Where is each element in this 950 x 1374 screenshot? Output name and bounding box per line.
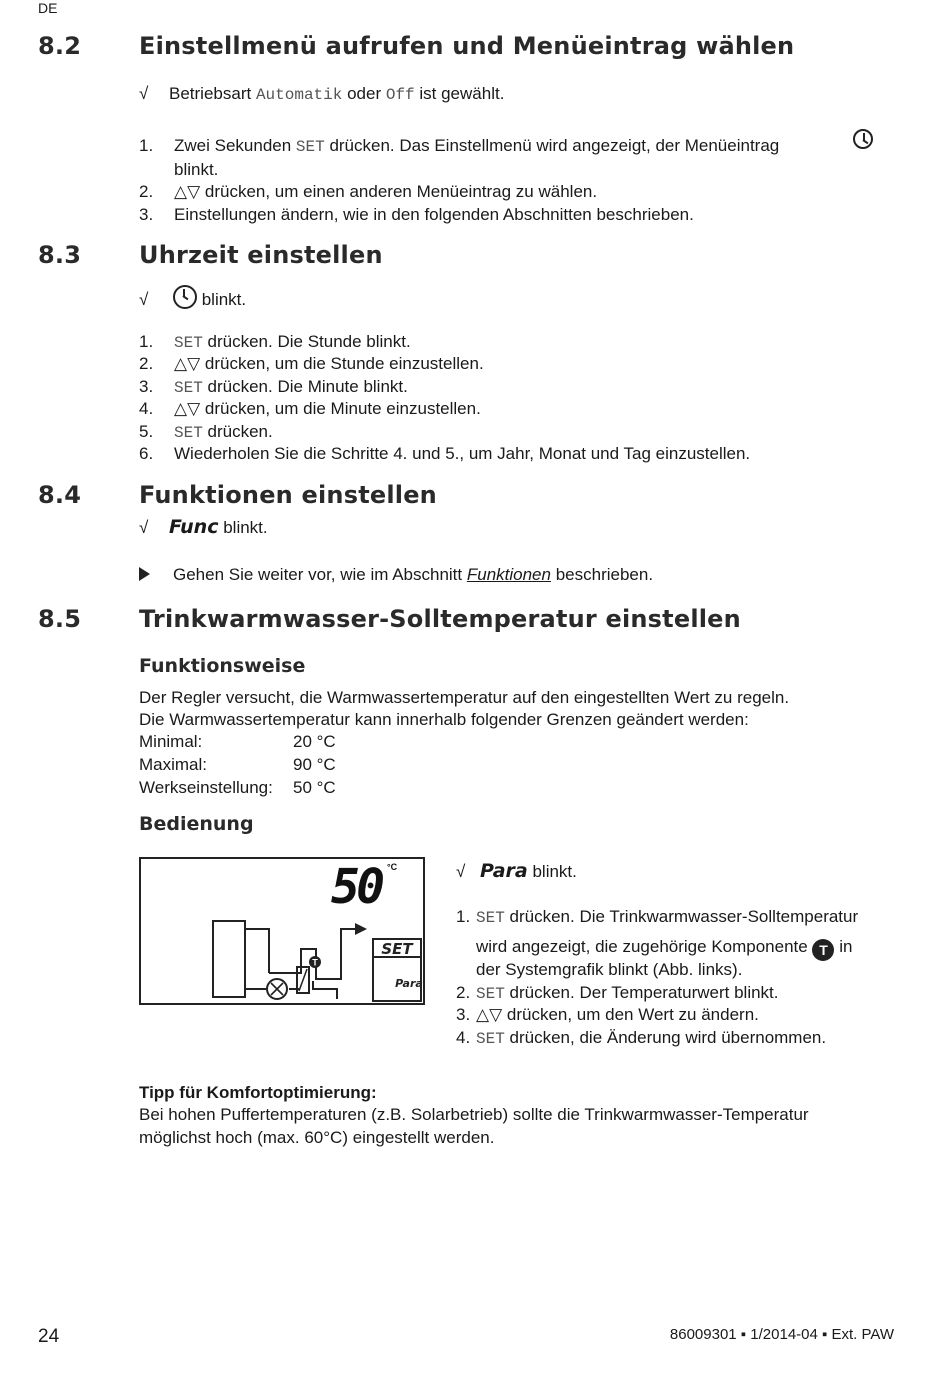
- limits-table: [139, 731, 539, 801]
- set-label: SET: [381, 940, 413, 958]
- tip-text: möglichst hoch (max. 60°C) eingestellt werden.: [139, 1128, 495, 1147]
- section-title: Einstellmenü aufrufen und Menüeintrag wählen: [139, 32, 795, 60]
- precondition: √ blinkt.: [139, 285, 246, 311]
- paragraph: Die Warmwassertemperatur kann innerhalb folgender Grenzen geändert werden:: [139, 710, 749, 729]
- para-label: Para: [395, 977, 423, 990]
- set-key: SET: [476, 909, 505, 927]
- arrow-keys-icon: △▽: [174, 182, 201, 201]
- section-title: Funktionen einstellen: [139, 481, 437, 509]
- controller-display-figure: [139, 857, 425, 1005]
- section-number: 8.2: [38, 32, 82, 60]
- clock-icon: [173, 285, 197, 309]
- list-item-continued: wird angezeigt, die zugehörige Komponente T in: [476, 936, 852, 961]
- component-t-icon: T: [812, 939, 834, 961]
- set-key: SET: [295, 138, 325, 156]
- tip-title: Tipp für Komfortoptimierung:: [139, 1083, 377, 1102]
- precondition: √ Para blinkt.: [456, 860, 577, 882]
- arrow-keys-icon: △▽: [174, 399, 201, 418]
- section-number: 8.4: [38, 481, 82, 509]
- svg-text:T: T: [312, 957, 318, 968]
- arrow-keys-icon: △▽: [476, 1005, 503, 1024]
- steps-list: 1. SET drücken. Die Trinkwarmwasser-Solltemperatur wird angezeigt, die zugehörige Komponente T in der Systemgrafik blinkt (Abb. links). 2. SET drücken. Der Temperaturwert blinkt. 3. △▽ drücken, um den Wert zu ändern. 4. SET drücken, die Änderung wird übernommen.: [456, 907, 859, 1048]
- table-cell: 50 °C: [293, 778, 336, 797]
- unit-label: °C: [387, 862, 398, 872]
- tap-arrow-icon: [355, 923, 367, 935]
- set-key: SET: [476, 985, 505, 1003]
- link-funktionen[interactable]: Funktionen: [466, 565, 551, 584]
- page-number: 24: [38, 1326, 60, 1347]
- check-icon: √: [139, 290, 149, 309]
- check-icon: √: [139, 84, 149, 103]
- paragraph: Der Regler versucht, die Warmwassertemperatur auf den eingestellten Wert zu regeln.: [139, 688, 790, 707]
- precondition: √ Func blinkt.: [139, 516, 268, 538]
- subheading-funktionsweise: Funktionsweise: [139, 655, 306, 677]
- action-step: Gehen Sie weiter vor, wie im Abschnitt Funktionen beschrieben.: [139, 564, 653, 586]
- document-reference: 86009301 ▪ 1/2014-04 ▪ Ext. PAW: [669, 1326, 894, 1343]
- section-title: Uhrzeit einstellen: [139, 241, 383, 269]
- set-key: SET: [174, 334, 203, 352]
- table-cell: 90 °C: [293, 755, 336, 774]
- arrow-keys-icon: △▽: [174, 354, 201, 373]
- steps-list: 1. SET drücken. Die Stunde blinkt. 2. △▽ drücken, um die Stunde einzustellen. 3. SET drücken. Die Minute blinkt. 4. △▽ drücken, um die Minute einzustellen. 5. SET drücken. 6. Wiederholen Sie die Schritte 4. und 5., um Jahr, Monat und Tag einzustellen.: [139, 332, 751, 463]
- tank-icon: [213, 921, 245, 997]
- section-8-3-heading: [38, 241, 898, 273]
- check-icon: √: [139, 518, 149, 537]
- clock-icon: [853, 129, 873, 149]
- language-tag: DE: [38, 0, 58, 16]
- steps-list: 1. Zwei Sekunden SET drücken. Das Einstellmenü wird angezeigt, der Menüeintrag blinkt. 2. △▽ drücken, um einen anderen Menüeintrag zu wählen. 3. Einstellungen ändern, wie in den folgenden Abschnitten beschrieben.: [139, 135, 899, 235]
- temperature-value: 50: [331, 859, 385, 915]
- subheading-bedienung: Bedienung: [139, 813, 254, 835]
- set-key: SET: [174, 424, 203, 442]
- section-number: 8.5: [38, 605, 82, 633]
- func-display-symbol: Func: [169, 516, 219, 538]
- system-graphic: [141, 859, 423, 1003]
- section-title: Trinkwarmwasser-Solltemperatur einstellen: [139, 605, 741, 633]
- mode-automatik: Automatik: [255, 86, 343, 104]
- table-row: Maximal:: [139, 755, 208, 774]
- mode-off: Off: [385, 86, 415, 104]
- table-row: Minimal:: [139, 732, 203, 751]
- check-icon: √: [456, 862, 466, 881]
- section-number: 8.3: [38, 241, 82, 269]
- tip-text: Bei hohen Puffertemperaturen (z.B. Solarbetrieb) sollte die Trinkwarmwasser-Temperatur: [139, 1105, 809, 1124]
- set-key: SET: [476, 1030, 505, 1048]
- para-display-symbol: Para: [480, 860, 528, 882]
- section-8-2-heading: [38, 32, 898, 64]
- precondition: √ Betriebsart Automatik oder Off ist gewählt.: [139, 84, 505, 104]
- table-cell: 20 °C: [293, 732, 336, 751]
- action-arrow-icon: [139, 567, 150, 581]
- list-item-continued: der Systemgrafik blinkt (Abb. links).: [476, 960, 743, 979]
- section-8-4-heading: [38, 481, 898, 513]
- set-key: SET: [174, 379, 203, 397]
- table-row: Werkseinstellung:: [139, 778, 273, 797]
- section-8-5-heading: [38, 605, 898, 637]
